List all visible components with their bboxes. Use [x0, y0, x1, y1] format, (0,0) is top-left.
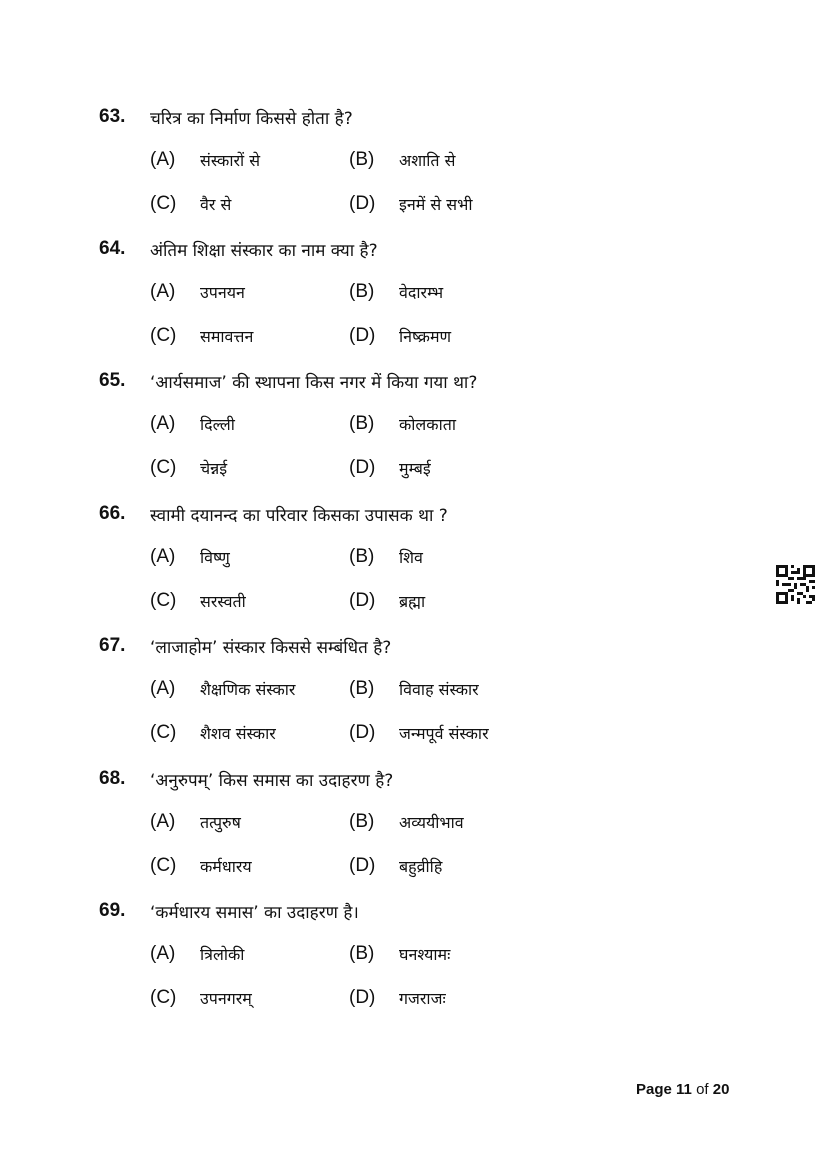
page-footer: [636, 1081, 729, 1098]
question-text: ‘आर्यसमाज’ की स्थापना किस नगर में किया गया था?: [150, 373, 478, 393]
question-text: ‘कर्मधारय समास’ का उदाहरण है।: [150, 903, 359, 923]
option-label: (C): [150, 193, 177, 214]
page-word: Page: [636, 1081, 672, 1098]
page-total: 20: [712, 1081, 730, 1098]
option-label: (B): [349, 811, 375, 832]
option-text: शैशव संस्कार: [200, 724, 276, 743]
option-text: त्रिलोकी: [200, 945, 245, 964]
question-text: स्वामी दयानन्द का परिवार किसका उपासक था ?: [150, 506, 448, 526]
option-text: विवाह संस्कार: [399, 680, 479, 699]
option-label: (A): [150, 678, 176, 699]
option-label: (A): [150, 149, 176, 170]
question-block: [0, 503, 827, 635]
question-block: [0, 370, 827, 502]
option-label: (D): [349, 722, 376, 743]
option-label: (B): [349, 149, 375, 170]
question-block: [0, 238, 827, 370]
option-label: (B): [349, 546, 375, 567]
option-label: (D): [349, 193, 376, 214]
option-text: मुम्बई: [399, 459, 431, 478]
question-block: [0, 768, 827, 900]
option-label: (C): [150, 325, 177, 346]
question-block: [0, 900, 827, 1032]
question-block: [0, 635, 827, 767]
question-text: ‘अनुरुपम्’ किस समास का उदाहरण है?: [150, 771, 394, 791]
option-text: तत्पुरुष: [200, 813, 241, 832]
option-label: (C): [150, 987, 177, 1008]
question-text: अंतिम शिक्षा संस्कार का नाम क्या है?: [150, 241, 378, 261]
option-label: (B): [349, 943, 375, 964]
option-label: (B): [349, 413, 375, 434]
option-text: बहुव्रीहि: [399, 857, 443, 876]
option-text: इनमें से सभी: [399, 195, 473, 214]
option-label: (A): [150, 546, 176, 567]
option-label: (C): [150, 855, 177, 876]
option-label: (C): [150, 722, 177, 743]
question-number: 65.: [99, 370, 126, 391]
option-label: (A): [150, 413, 176, 434]
page-of-word: of: [696, 1081, 709, 1098]
option-label: (C): [150, 457, 177, 478]
option-label: (D): [349, 325, 376, 346]
option-text: वेदारम्भ: [399, 283, 444, 302]
question-number: 68.: [99, 768, 126, 789]
option-text: निष्क्रमण: [399, 327, 452, 346]
option-text: जन्मपूर्व संस्कार: [399, 724, 489, 743]
option-text: समावत्तन: [200, 327, 254, 346]
option-text: ब्रह्मा: [399, 592, 426, 611]
option-label: (A): [150, 943, 176, 964]
option-text: कर्मधारय: [200, 857, 252, 876]
option-label: (A): [150, 281, 176, 302]
option-text: वैर से: [200, 195, 232, 214]
option-text: कोलकाता: [399, 415, 456, 434]
question-number: 66.: [99, 503, 126, 524]
question-number: 64.: [99, 238, 126, 259]
option-label: (C): [150, 590, 177, 611]
page-current: 11: [676, 1081, 692, 1098]
question-number: 69.: [99, 900, 126, 921]
option-text: शिव: [399, 548, 423, 567]
question-number: 63.: [99, 106, 126, 127]
option-text: घनश्यामः: [399, 945, 451, 964]
option-label: (D): [349, 987, 376, 1008]
option-label: (A): [150, 811, 176, 832]
option-text: गजराजः: [399, 989, 446, 1008]
option-text: सरस्वती: [200, 592, 246, 611]
option-label: (D): [349, 590, 376, 611]
option-text: अशाति से: [399, 151, 456, 170]
question-text: चरित्र का निर्माण किससे होता है?: [150, 109, 353, 129]
option-label: (D): [349, 855, 376, 876]
question-number: 67.: [99, 635, 126, 656]
question-text: ‘लाजाहोम’ संस्कार किससे सम्बंधित है?: [150, 638, 392, 658]
option-label: (B): [349, 281, 375, 302]
option-label: (D): [349, 457, 376, 478]
option-text: चेन्नई: [200, 459, 228, 478]
question-block: [0, 106, 827, 238]
option-text: शैक्षणिक संस्कार: [200, 680, 296, 699]
option-text: अव्ययीभाव: [399, 813, 464, 832]
option-text: विष्णु: [200, 548, 230, 567]
option-text: संस्कारों से: [200, 151, 261, 170]
option-text: उपनगरम्: [200, 989, 252, 1008]
option-label: (B): [349, 678, 375, 699]
option-text: दिल्ली: [200, 415, 235, 434]
qr-code-icon: [776, 565, 815, 604]
option-text: उपनयन: [200, 283, 245, 302]
